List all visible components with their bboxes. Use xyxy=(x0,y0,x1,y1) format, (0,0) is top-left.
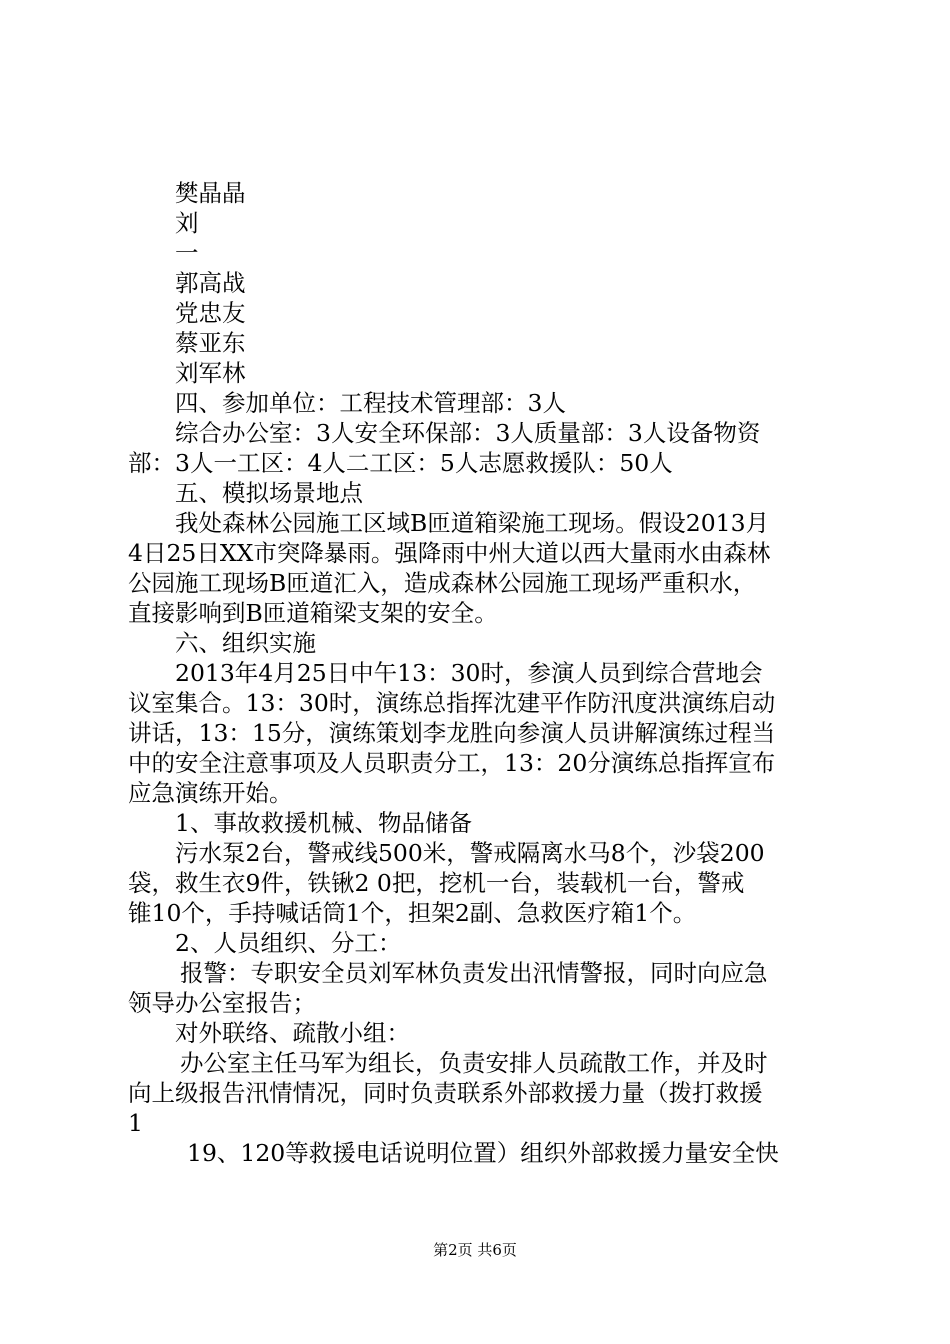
text-line: 综合办公室：3人安全环保部：3人质量部：3人设备物资 xyxy=(175,419,761,447)
text-line: 刘 xyxy=(175,209,199,237)
text-line: 4日25日XX市突降暴雨。强降雨中州大道以西大量雨水由森林 xyxy=(128,539,771,567)
text-line: 公园施工现场B匝道汇入，造成森林公园施工现场严重积水， xyxy=(128,569,757,597)
section-heading: 六、组织实施 xyxy=(175,629,316,657)
text-line: 应急演练开始。 xyxy=(128,779,293,807)
text-line: 2013年4月25日中午13：30时，参演人员到综合营地会 xyxy=(175,659,763,687)
text-line: 一 xyxy=(175,239,199,267)
text-line: 1 xyxy=(128,1109,143,1137)
document-body xyxy=(128,178,833,1168)
text-line: 党忠友 xyxy=(175,299,246,327)
text-line: 蔡亚东 xyxy=(175,329,246,357)
text-line: 中的安全注意事项及人员职责分工，13：20分演练总指挥宣布 xyxy=(128,749,776,777)
text-line: 报警：专职安全员刘军林负责发出汛情警报，同时向应急 xyxy=(180,959,768,987)
text-line: 对外联络、疏散小组： xyxy=(175,1019,410,1047)
text-line: 袋，救生衣9件，铁锹2 0把，挖机一台，装载机一台，警戒 xyxy=(128,869,745,897)
text-line: 锥10个，手持喊话筒1个，担架2副、急救医疗箱1个。 xyxy=(128,899,697,927)
text-line: 樊晶晶 xyxy=(175,179,246,207)
text-line: 部：3人一工区：4人二工区：5人志愿救援队：50人 xyxy=(128,449,673,477)
text-line: 污水泵2台，警戒线500米，警戒隔离水马8个，沙袋200 xyxy=(175,839,765,867)
text-line: 向上级报告汛情情况，同时负责联系外部救援力量（拨打救援 xyxy=(128,1079,763,1107)
text-line: 刘军林 xyxy=(175,359,246,387)
section-heading: 五、模拟场景地点 xyxy=(175,479,363,507)
text-line: 议室集合。13：30时，演练总指挥沈建平作防汛度洪演练启动 xyxy=(128,689,776,717)
text-line: 讲话，13：15分，演练策划李龙胜向参演人员讲解演练过程当 xyxy=(128,719,776,747)
section-heading: 四、参加单位：工程技术管理部：3人 xyxy=(175,389,566,417)
subsection-heading: 2、人员组织、分工： xyxy=(175,929,402,957)
subsection-heading: 1、事故救援机械、物品储备 xyxy=(175,809,472,837)
page-number-footer: 第2页 共6页 xyxy=(433,1241,517,1259)
text-line: 直接影响到B匝道箱梁支架的安全。 xyxy=(128,599,498,627)
text-line: 郭高战 xyxy=(175,269,246,297)
text-line: 领导办公室报告； xyxy=(128,989,316,1017)
text-line: 办公室主任马军为组长，负责安排人员疏散工作，并及时 xyxy=(180,1049,768,1077)
text-line: 我处森林公园施工区域B匝道箱梁施工现场。假设2013月 xyxy=(175,509,770,537)
text-line: 19、120等救援电话说明位置）组织外部救援力量安全快 xyxy=(187,1139,779,1167)
